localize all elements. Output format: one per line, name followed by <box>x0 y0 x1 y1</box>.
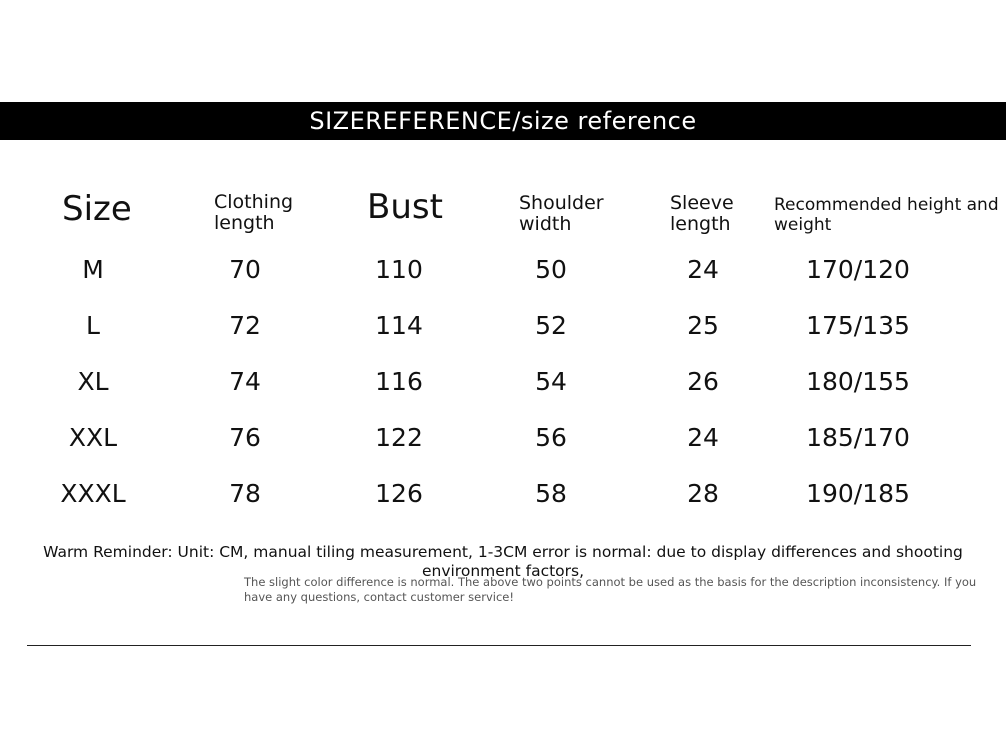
header-sleeve-length: Sleeve length <box>670 192 734 235</box>
warm-reminder-text: Warm Reminder: Unit: CM, manual tiling measurement, 1-3CM error is normal: due to display differences and shooting environment factors, <box>43 543 963 580</box>
row-clothing-length: 78 <box>229 479 261 508</box>
row-recommended: 170/120 <box>806 255 910 284</box>
row-sleeve-length: 24 <box>687 423 719 452</box>
row-bust: 114 <box>375 311 423 340</box>
header-size: Size <box>62 189 132 229</box>
row-bust: 110 <box>375 255 423 284</box>
color-difference-note: The slight color difference is normal. The above two points cannot be used as the basis for the description inconsistency. If you have any questions, contact customer service! <box>244 575 977 604</box>
row-clothing-length: 72 <box>229 311 261 340</box>
row-shoulder-width: 52 <box>535 311 567 340</box>
row-recommended: 190/185 <box>806 479 910 508</box>
row-size: XL <box>77 367 109 396</box>
row-shoulder-width: 54 <box>535 367 567 396</box>
row-bust: 116 <box>375 367 423 396</box>
row-sleeve-length: 25 <box>687 311 719 340</box>
size-reference-banner <box>0 102 1006 140</box>
row-recommended: 180/155 <box>806 367 910 396</box>
header-clothing-length: Clothing length <box>214 191 294 234</box>
row-clothing-length: 76 <box>229 423 261 452</box>
row-shoulder-width: 50 <box>535 255 567 284</box>
row-size: XXL <box>68 423 118 452</box>
header-shoulder-width: Shoulder width <box>519 192 604 235</box>
row-bust: 126 <box>375 479 423 508</box>
row-size: M <box>82 255 104 284</box>
row-size: XXXL <box>60 479 126 508</box>
row-sleeve-length: 28 <box>687 479 719 508</box>
header-recommended-height-weight: Recommended height and weight <box>774 195 999 235</box>
row-clothing-length: 70 <box>229 255 261 284</box>
row-sleeve-length: 26 <box>687 367 719 396</box>
banner-title: SIZEREFERENCE/size reference <box>309 107 697 135</box>
divider <box>27 645 971 646</box>
row-bust: 122 <box>375 423 423 452</box>
row-sleeve-length: 24 <box>687 255 719 284</box>
row-clothing-length: 74 <box>229 367 261 396</box>
row-shoulder-width: 56 <box>535 423 567 452</box>
row-size: L <box>86 311 100 340</box>
row-recommended: 175/135 <box>806 311 910 340</box>
row-recommended: 185/170 <box>806 423 910 452</box>
header-bust: Bust <box>367 187 443 227</box>
row-shoulder-width: 58 <box>535 479 567 508</box>
